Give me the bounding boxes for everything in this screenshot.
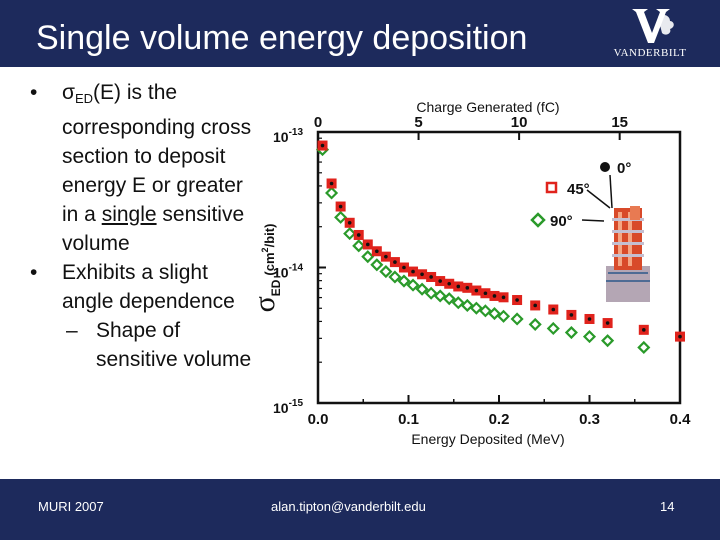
point-0deg <box>420 272 424 276</box>
point-0deg <box>321 144 325 148</box>
point-0deg <box>393 260 397 264</box>
x-tick-labels <box>308 411 692 428</box>
point-0deg <box>366 243 370 247</box>
y-tick-labels <box>273 127 303 416</box>
underlined-word: single <box>101 203 157 226</box>
point-90deg <box>585 332 595 342</box>
logo-wordmark: VANDERBILT <box>613 47 687 59</box>
point-90deg <box>372 260 382 270</box>
point-90deg <box>530 319 540 329</box>
point-0deg <box>484 291 488 295</box>
y-label-unit: (cm <box>262 252 277 276</box>
y-tick-label: $10^{-14}$ <box>272 262 304 281</box>
x-tick-label: 0.4 <box>669 411 691 428</box>
point-0deg <box>588 317 592 321</box>
y-tick-label: $10^{-13}$ <box>272 127 304 145</box>
point-0deg <box>515 298 519 302</box>
legend-marker-90deg <box>532 214 544 226</box>
point-0deg <box>357 233 361 237</box>
point-90deg <box>603 336 613 346</box>
point-90deg <box>354 241 364 251</box>
sigma-subscript: ED <box>74 91 94 106</box>
point-0deg <box>339 205 343 209</box>
point-0deg <box>375 249 379 253</box>
point-0deg <box>466 286 470 290</box>
legend-marker-0deg <box>600 162 610 172</box>
bullet-text: (E) is the corresponding cross section to deposit energy E or greater in a <box>62 81 252 226</box>
point-90deg <box>327 188 337 198</box>
footer-event: MURI 2007 <box>38 499 104 514</box>
slide-title: Single volume energy deposition <box>36 19 528 57</box>
point-0deg <box>402 266 406 270</box>
point-90deg <box>639 342 649 352</box>
point-0deg <box>438 279 442 283</box>
top-tick-labels <box>314 114 628 131</box>
point-0deg <box>606 321 610 325</box>
x-axis-label: Energy Deposited (MeV) <box>411 431 565 447</box>
oak-leaf-v-icon <box>600 3 700 47</box>
y-label-sup: 2 <box>260 247 270 253</box>
bullet-glyph: • <box>30 261 38 284</box>
point-0deg <box>475 289 479 293</box>
vanderbilt-logo <box>600 3 700 65</box>
point-90deg <box>336 212 346 222</box>
slide-header <box>0 0 720 67</box>
sub-bullet-text: Shape of sensitive volume <box>96 319 252 371</box>
slide-number: 14 <box>660 499 675 514</box>
legend-arrow-45deg <box>587 190 610 208</box>
legend-label-45deg: 45° <box>567 181 590 198</box>
dash-glyph: – <box>66 319 78 342</box>
y-label-sub: ED <box>269 279 283 297</box>
legend-label-0deg: 0° <box>617 160 632 177</box>
x-tick-label: 0.0 <box>307 411 329 428</box>
point-0deg <box>642 328 646 332</box>
slide-footer <box>0 479 720 540</box>
point-0deg <box>493 294 497 298</box>
point-90deg <box>566 328 576 338</box>
point-0deg <box>429 275 433 279</box>
x-tick-label: 0.3 <box>579 411 600 428</box>
point-0deg <box>384 255 388 259</box>
top-tick-label: 10 <box>510 114 528 131</box>
x-tick-label: 0.1 <box>398 411 419 428</box>
y-label-unit-end: /bit) <box>262 223 277 248</box>
point-0deg <box>456 285 460 289</box>
point-0deg <box>411 270 415 274</box>
point-0deg <box>678 335 682 339</box>
legend-arrow-0deg <box>610 175 612 208</box>
top-tick-label: 0 <box>313 114 323 131</box>
point-0deg <box>330 182 334 186</box>
sub-bullet-item <box>24 316 264 374</box>
bullet-list <box>24 78 264 374</box>
bullet-text: Exhibits a slight angle dependence <box>62 261 235 313</box>
point-0deg <box>552 308 556 312</box>
point-0deg <box>502 296 506 300</box>
legend-marker-45deg <box>547 183 556 192</box>
point-90deg <box>548 323 558 333</box>
point-0deg <box>447 282 451 286</box>
bullet-glyph: • <box>30 81 38 104</box>
point-90deg <box>381 267 391 277</box>
legend-arrow-90deg <box>582 220 604 221</box>
point-90deg <box>363 252 373 262</box>
bullet-item <box>24 258 264 316</box>
y-tick-label: $10^{-15}$ <box>272 398 304 416</box>
sensitive-volume-illustration <box>606 206 650 302</box>
x-tick-label: 0.2 <box>488 411 510 428</box>
cross-section-chart <box>240 90 710 460</box>
top-tick-label: 5 <box>414 114 423 131</box>
sigma-symbol: σ <box>62 81 75 104</box>
point-0deg <box>533 304 537 308</box>
footer-email: alan.tipton@vanderbilt.edu <box>271 499 426 514</box>
top-tick-label: 15 <box>611 114 629 131</box>
point-0deg <box>348 221 352 225</box>
point-90deg <box>345 229 355 239</box>
top-axis-label: Charge Generated (fC) <box>416 99 560 115</box>
point-0deg <box>570 313 574 317</box>
bullet-item <box>24 78 264 258</box>
point-90deg <box>512 314 522 324</box>
bullet-text-end: sensitive volume <box>62 203 245 255</box>
legend-label-90deg: 90° <box>550 213 573 230</box>
y-label-sigma: σ <box>248 296 281 313</box>
